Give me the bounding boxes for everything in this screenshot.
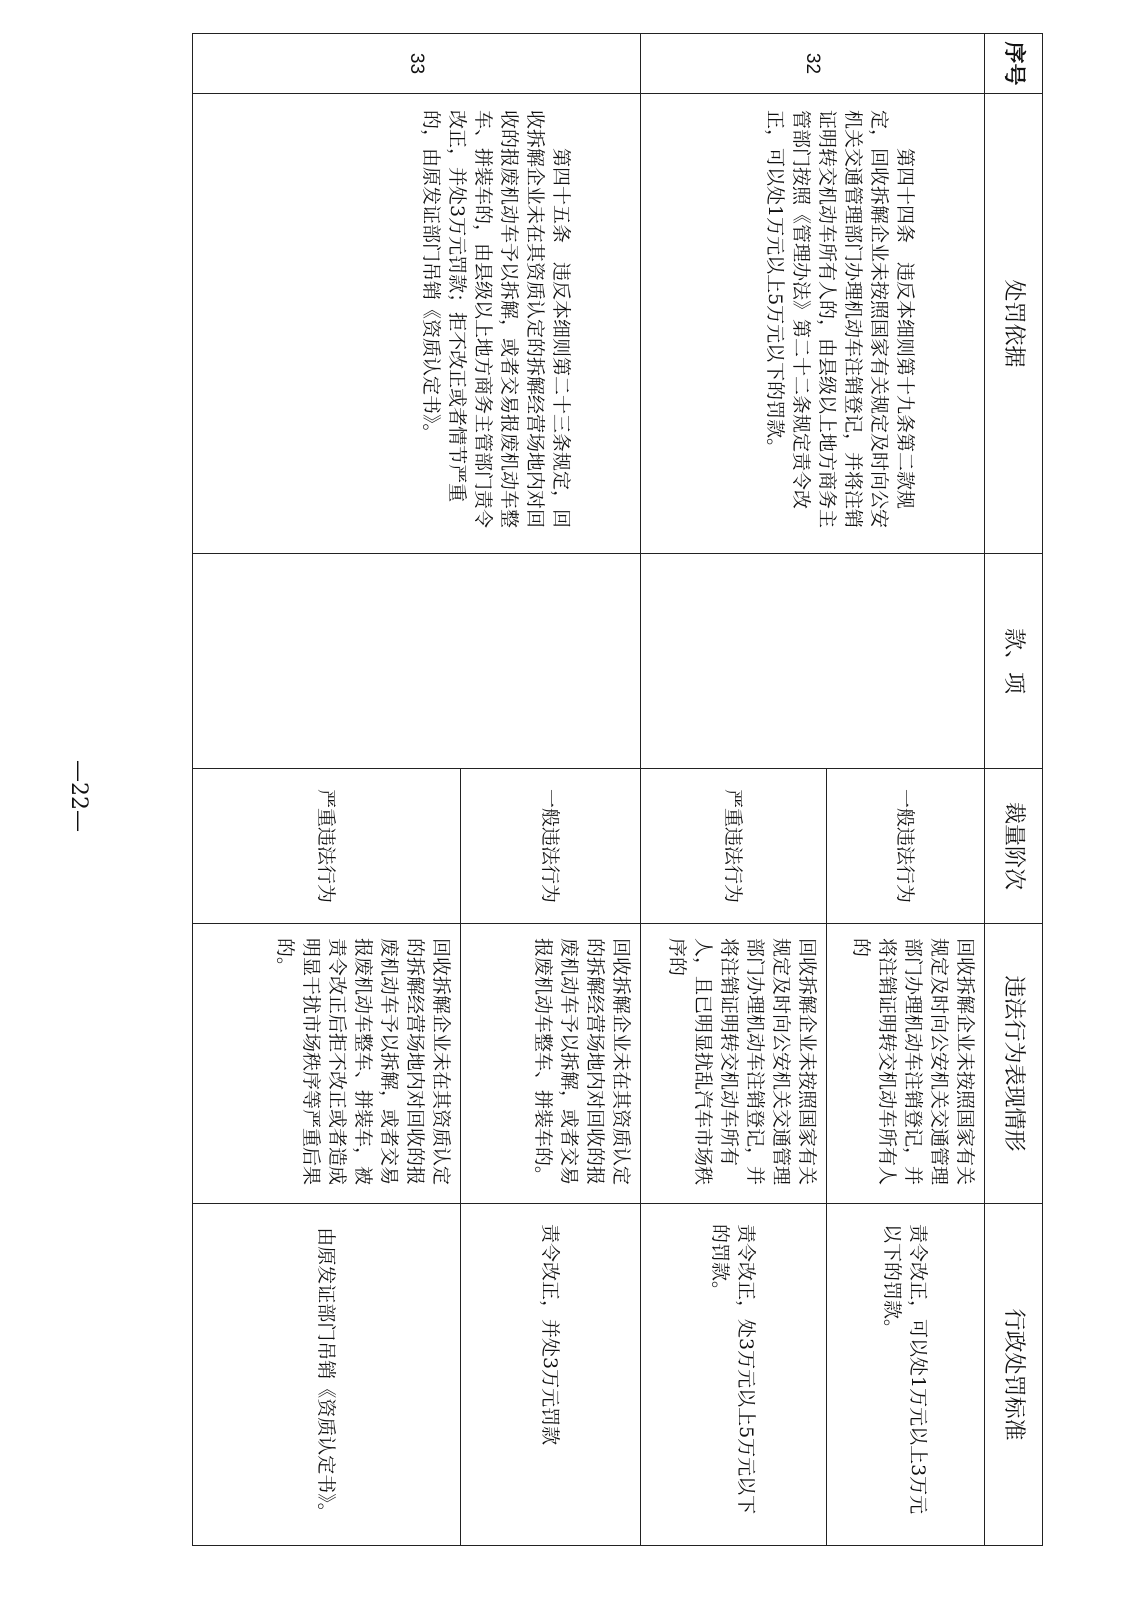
row-32-basis	[641, 94, 985, 554]
header-clause: 款、项	[985, 554, 1043, 769]
header-seq: 序号	[985, 34, 1043, 94]
row-32-standard-general: 责令改正，可以处1万元以上3万元以下的罚款。	[827, 1204, 985, 1546]
header-behavior: 违法行为表现情形	[985, 924, 1043, 1204]
row-32-behavior-general: 回收拆解企业未按照国家有关规定及时向公安机关交通管理部门办理机动车注销登记，并将注销证明转交机动车所有人的	[827, 924, 985, 1204]
header-level: 裁量阶次	[985, 769, 1043, 924]
row-32-clause	[641, 554, 985, 769]
table-row	[461, 34, 641, 1546]
row-32-level-serious: 严重违法行为	[641, 769, 827, 924]
row-33-clause	[193, 554, 641, 769]
row-33-basis	[193, 94, 641, 554]
row-32-seq: 32	[641, 34, 985, 94]
row-33-behavior-general: 回收拆解企业未在其资质认定的拆解经营场地内对回收的报废机动车予以拆解，或者交易报废机动车整车、拼装车的。	[461, 924, 641, 1204]
row-33-level-general: 一般违法行为	[461, 769, 641, 924]
row-33-behavior-serious: 回收拆解企业未在其资质认定的拆解经营场地内对回收的报废机动车予以拆解，或者交易报废机动车整车、拼装车，被责令改正后拒不改正或者造成明显干扰市场秩序等严重后果的。	[193, 924, 461, 1204]
row-33-standard-general: 责令改正，并处3万元罚款	[461, 1204, 641, 1546]
row-33-seq: 33	[193, 34, 641, 94]
header-standard: 行政处罚标准	[985, 1204, 1043, 1546]
row-33-level-serious: 严重违法行为	[193, 769, 461, 924]
row-33-standard-serious: 由原发证部门吊销《资质认定书》。	[193, 1204, 461, 1546]
header-basis: 处罚依据	[985, 94, 1043, 554]
row-32-standard-serious: 责令改正，处3万元以上5万元以下的罚款。	[641, 1204, 827, 1546]
row-33-basis-text: 第四十五条 违反本细则第二十三条规定，回收拆解企业未在其资质认定的拆解经营场地内对回收的报废机动车予以拆解，或者交易报废机动车整车、拼装车的，由县级以上地方商务主管部门责令改正，并处3万元罚款；拒不改正或者情节严重的，由原发证部门吊销《资质认定书》。	[420, 110, 572, 529]
row-32-basis-text: 第四十四条 违反本细则第十九条第二款规定，回收拆解企业未按照国家有关规定及时向公安机关交通管理部门办理机动车注销登记，并将注销证明转交机动车所有人的，由县级以上地方商务主管部门按照《管理办法》第二十二条规定责令改正，可以处1万元以上5万元以下的罚款。	[764, 110, 916, 529]
table-row	[827, 34, 985, 1546]
row-32-behavior-serious: 回收拆解企业未按照国家有关规定及时向公安机关交通管理部门办理机动车注销登记，并将注销证明转交机动车所有人，且已明显扰乱汽车市场秩序的	[641, 924, 827, 1204]
page-number: —22—	[66, 760, 91, 832]
penalty-table	[192, 33, 1043, 1546]
row-32-level-general: 一般违法行为	[827, 769, 985, 924]
table-header-row	[985, 34, 1043, 1546]
